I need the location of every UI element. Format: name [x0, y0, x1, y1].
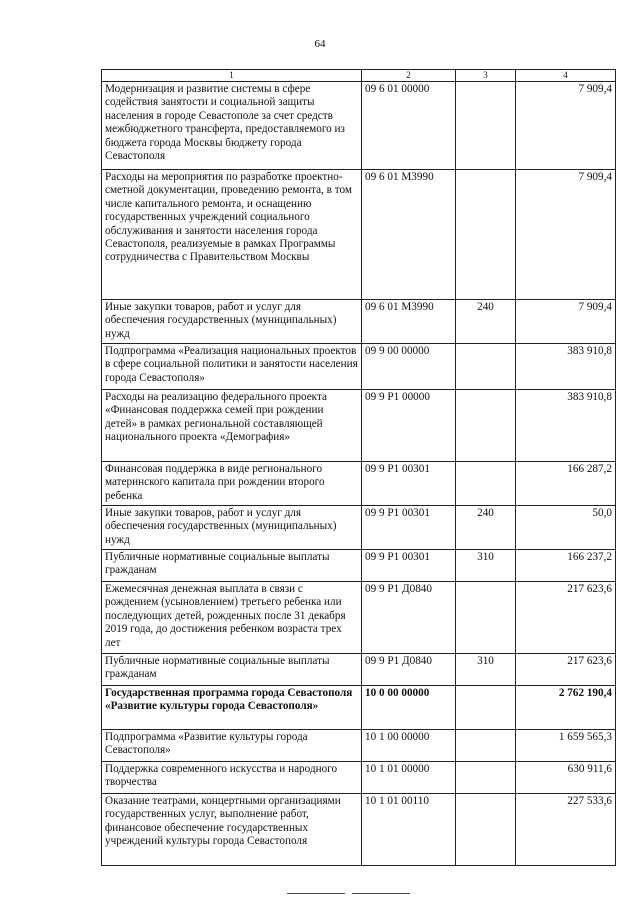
- row-code: 09 6 01 00000: [362, 82, 456, 170]
- row-vr: [456, 82, 516, 170]
- page-number: 64: [314, 38, 326, 50]
- row-name: Ежемесячная денежная выплата в связи с рождением (усыновлением) третьего ребенка или последующих детей, рожденных после 31 декабря 2019 года, до достижения ребенком возраста трех лет: [102, 582, 362, 654]
- row-name: Иные закупки товаров, работ и услуг для обеспечения государственных (муниципальных) нужд: [102, 506, 362, 550]
- table-row: [102, 506, 616, 550]
- row-code: 10 0 00 00000: [362, 686, 456, 730]
- row-code: 09 6 01 М3990: [362, 300, 456, 344]
- row-code: 09 9 00 00000: [362, 344, 456, 390]
- row-code: 10 1 00 00000: [362, 730, 456, 762]
- row-vr: [456, 582, 516, 654]
- row-vr: [456, 730, 516, 762]
- row-name: Государственная программа города Севастополя «Развитие культуры города Севастополя»: [102, 686, 362, 730]
- row-code: 10 1 01 00110: [362, 794, 456, 866]
- row-vr: [456, 462, 516, 506]
- row-code: 09 9 P1 00301: [362, 550, 456, 582]
- table-row: [102, 730, 616, 762]
- row-vr: [456, 686, 516, 730]
- row-code: 09 9 P1 Д0840: [362, 654, 456, 686]
- header-row: [102, 70, 616, 82]
- row-code: 09 9 P1 Д0840: [362, 582, 456, 654]
- row-code: 09 9 P1 00000: [362, 390, 456, 462]
- row-amount: 50,0: [516, 506, 616, 550]
- row-amount: 166 237,2: [516, 550, 616, 582]
- row-name: Иные закупки товаров, работ и услуг для обеспечения государственных (муниципальных) нужд: [102, 300, 362, 344]
- budget-table: [101, 69, 616, 866]
- row-code: 09 9 P1 00301: [362, 462, 456, 506]
- header-col-2: 2: [362, 70, 456, 82]
- row-vr: [456, 170, 516, 300]
- row-vr: [456, 794, 516, 866]
- table-body: [102, 82, 616, 866]
- table-row: [102, 654, 616, 686]
- table-row: [102, 582, 616, 654]
- footer-rule-left: [287, 893, 345, 894]
- row-name: Публичные нормативные социальные выплаты гражданам: [102, 550, 362, 582]
- row-amount: 7 909,4: [516, 300, 616, 344]
- header-col-4: 4: [516, 70, 616, 82]
- row-name: Модернизация и развитие системы в сфере содействия занятости и социальной защиты населения в городе Севастополе за счет средств межбюджетного трансферта, предоставляемого из бюджета города Москвы бюджету города Севастополя: [102, 82, 362, 170]
- row-vr: 310: [456, 550, 516, 582]
- table-row: [102, 762, 616, 794]
- table-row: [102, 344, 616, 390]
- table-row: [102, 550, 616, 582]
- row-amount: 166 287,2: [516, 462, 616, 506]
- row-code: 09 9 P1 00301: [362, 506, 456, 550]
- table-header: [102, 70, 616, 82]
- table-row: [102, 170, 616, 300]
- row-amount: 7 909,4: [516, 170, 616, 300]
- footer-rule-right: [352, 893, 410, 894]
- row-vr: [456, 762, 516, 794]
- table-row: [102, 462, 616, 506]
- row-amount: 630 911,6: [516, 762, 616, 794]
- row-vr: 240: [456, 300, 516, 344]
- row-amount: 383 910,8: [516, 344, 616, 390]
- row-amount: 2 762 190,4: [516, 686, 616, 730]
- row-amount: 217 623,6: [516, 582, 616, 654]
- row-code: 09 6 01 М3990: [362, 170, 456, 300]
- row-vr: 310: [456, 654, 516, 686]
- row-amount: 217 623,6: [516, 654, 616, 686]
- header-col-3: 3: [456, 70, 516, 82]
- row-amount: 383 910,8: [516, 390, 616, 462]
- row-vr: [456, 344, 516, 390]
- row-amount: 7 909,4: [516, 82, 616, 170]
- table-row: [102, 300, 616, 344]
- row-name: Поддержка современного искусства и народного творчества: [102, 762, 362, 794]
- row-name: Расходы на реализацию федерального проекта «Финансовая поддержка семей при рождении детей» в рамках региональной составляющей национального проекта «Демография»: [102, 390, 362, 462]
- row-code: 10 1 01 00000: [362, 762, 456, 794]
- row-name: Оказание театрами, концертными организациями государственных услуг, выполнение работ, финансовое обеспечение государственных учреждений культуры города Севастополя: [102, 794, 362, 866]
- table-row: [102, 794, 616, 866]
- header-col-1: 1: [102, 70, 362, 82]
- row-vr: [456, 390, 516, 462]
- row-name: Расходы на мероприятия по разработке проектно-сметной документации, проведению ремонта, в том числе капитального ремонта, и оснащению государственных учреждений социального обслуживания и занятости населения города Севастополя, реализуемые в рамках Программы сотрудничества с Правительством Москвы: [102, 170, 362, 300]
- row-vr: 240: [456, 506, 516, 550]
- table-row: [102, 82, 616, 170]
- row-name: Публичные нормативные социальные выплаты гражданам: [102, 654, 362, 686]
- row-amount: 1 659 565,3: [516, 730, 616, 762]
- row-amount: 227 533,6: [516, 794, 616, 866]
- table-row: [102, 390, 616, 462]
- table-row: [102, 686, 616, 730]
- row-name: Финансовая поддержка в виде регионального материнского капитала при рождении второго ребенка: [102, 462, 362, 506]
- row-name: Подпрограмма «Реализация национальных проектов в сфере социальной политики и занятости населения города Севастополя»: [102, 344, 362, 390]
- row-name: Подпрограмма «Развитие культуры города Севастополя»: [102, 730, 362, 762]
